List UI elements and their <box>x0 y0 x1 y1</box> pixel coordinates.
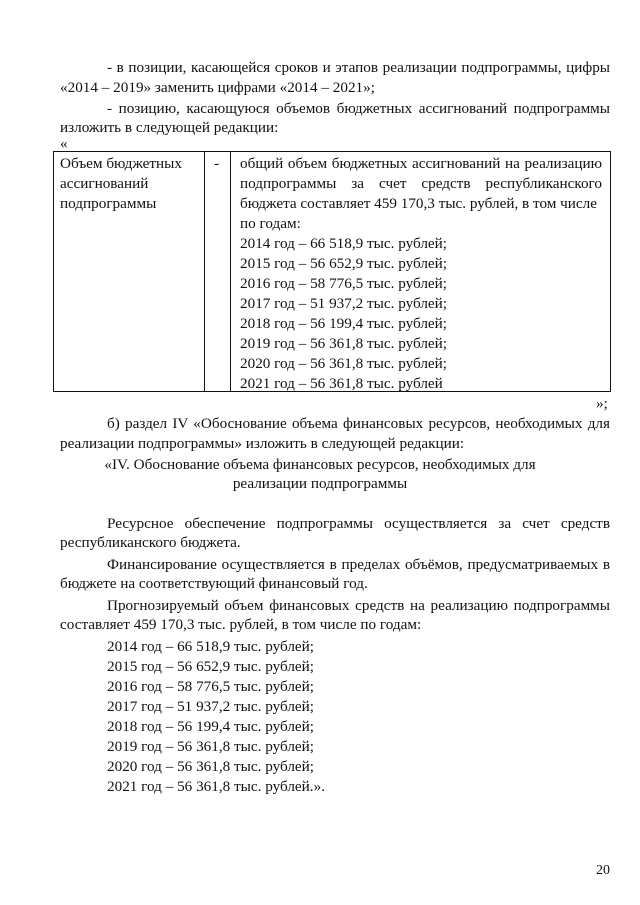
table-right-cell-line: по годам: <box>240 215 301 232</box>
table-right-cell-line: бюджета составляет 459 170,3 тыс. рублей, в том числе <box>240 195 597 212</box>
year-line: 2016 год – 58 776,5 тыс. рублей; <box>107 678 315 695</box>
table-year-line: 2015 год – 56 652,9 тыс. рублей; <box>240 255 448 272</box>
table-year-line: 2018 год – 56 199,4 тыс. рублей; <box>240 315 448 332</box>
paragraph-line: Финансирование осуществляется в пределах объёмов, предусматриваемых в <box>107 556 610 573</box>
paragraph-line: Ресурсное обеспечение подпрограммы осуществляется за счет средств <box>107 515 610 532</box>
table-year-line: 2016 год – 58 776,5 тыс. рублей; <box>240 275 448 292</box>
paragraph-line: республиканского бюджета. <box>60 534 241 551</box>
budget-table <box>53 151 611 392</box>
year-line: 2018 год – 56 199,4 тыс. рублей; <box>107 718 315 735</box>
table-year-line: 2017 год – 51 937,2 тыс. рублей; <box>240 295 448 312</box>
table-divider <box>204 152 205 391</box>
table-left-cell-line: Объем бюджетных <box>60 155 182 172</box>
table-left-cell-line: ассигнований <box>60 175 149 192</box>
year-line: 2017 год – 51 937,2 тыс. рублей; <box>107 698 315 715</box>
table-left-cell-line: подпрограммы <box>60 195 157 212</box>
table-dash: - <box>214 155 220 172</box>
paragraph-line: изложить в следующей редакции: <box>60 119 279 136</box>
paragraph-line: составляет 459 170,3 тыс. рублей, в том числе по годам: <box>60 616 422 633</box>
table-year-line: 2020 год – 56 361,8 тыс. рублей; <box>240 355 448 372</box>
paragraph-line: б) раздел IV «Обоснование объема финансовых ресурсов, необходимых для <box>107 415 610 432</box>
paragraph-line: реализации подпрограммы» изложить в следующей редакции: <box>60 435 465 452</box>
paragraph-line: бюджете на соответствующий финансовый год. <box>60 575 368 592</box>
paragraph-line: - позицию, касающуюся объемов бюджетных ассигнований подпрограммы <box>107 100 610 117</box>
table-right-cell-line: общий объем бюджетных ассигнований на реализацию <box>240 155 602 172</box>
table-year-line: 2014 год – 66 518,9 тыс. рублей; <box>240 235 448 252</box>
year-line: 2015 год – 56 652,9 тыс. рублей; <box>107 658 315 675</box>
table-right-cell-line: подпрограммы за счет средств республиканского <box>240 175 602 192</box>
year-line: 2019 год – 56 361,8 тыс. рублей; <box>107 738 315 755</box>
paragraph-line: «2014 – 2019» заменить цифрами «2014 – 2021»; <box>60 79 375 96</box>
section-heading: реализации подпрограммы <box>232 475 408 492</box>
paragraph-line: - в позиции, касающейся сроков и этапов реализации подпрограммы, цифры <box>107 59 610 76</box>
table-year-line: 2019 год – 56 361,8 тыс. рублей; <box>240 335 448 352</box>
year-line: 2014 год – 66 518,9 тыс. рублей; <box>107 638 315 655</box>
open-quote: « <box>60 135 68 152</box>
year-line: 2020 год – 56 361,8 тыс. рублей; <box>107 758 315 775</box>
section-heading: «IV. Обоснование объема финансовых ресурсов, необходимых для <box>104 456 536 473</box>
year-line: 2021 год – 56 361,8 тыс. рублей.». <box>107 778 325 795</box>
table-year-line: 2021 год – 56 361,8 тыс. рублей <box>240 375 443 392</box>
paragraph-line: Прогнозируемый объем финансовых средств на реализацию подпрограммы <box>107 597 610 614</box>
close-quote: »; <box>596 395 608 412</box>
table-divider <box>230 152 231 391</box>
page-number: 20 <box>596 863 610 878</box>
